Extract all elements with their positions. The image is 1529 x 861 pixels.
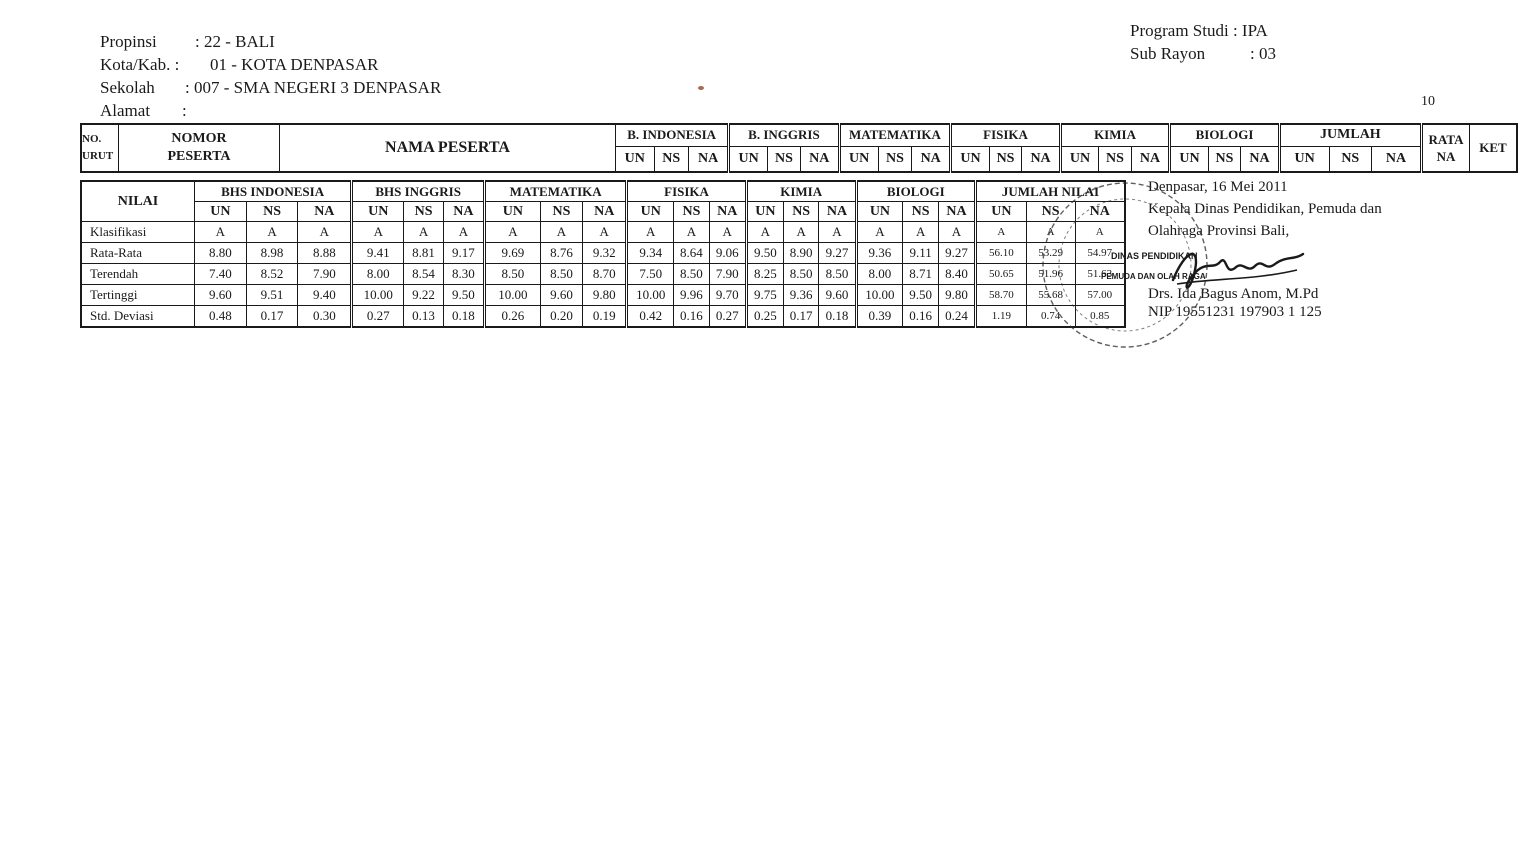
stat-cell: 53.29 — [1026, 243, 1075, 264]
stat-cell: 0.17 — [246, 306, 298, 328]
t2-subcol-3-2: NA — [709, 202, 746, 222]
stat-cell: 8.71 — [903, 264, 939, 285]
rata-na-header — [1422, 124, 1470, 172]
stat-cell: 8.76 — [540, 243, 582, 264]
t1-fis-un: UN — [951, 146, 989, 172]
t2-subcol-4-2: NA — [819, 202, 856, 222]
stat-row-label: Terendah — [81, 264, 195, 285]
stat-cell: 7.90 — [298, 264, 352, 285]
stat-cell: 1.19 — [976, 306, 1027, 328]
stat-cell: 9.70 — [709, 285, 746, 306]
stat-cell: 0.18 — [443, 306, 484, 328]
stat-cell: 9.27 — [938, 243, 975, 264]
ket-header: KET — [1470, 124, 1518, 172]
no-urut-line2: URUT — [82, 149, 114, 162]
stat-cell: 57.00 — [1075, 285, 1125, 306]
stat-cell: 8.50 — [819, 264, 856, 285]
stat-cell: 0.30 — [298, 306, 352, 328]
stat-cell: 9.50 — [443, 285, 484, 306]
stamp-inner-line2: PEMUDA DAN OLAH RAGA — [1101, 272, 1206, 281]
t1-fis-na: NA — [1022, 146, 1060, 172]
subject-kimia: KIMIA — [1060, 124, 1169, 146]
t1-mat-ns: NS — [878, 146, 911, 172]
t1-mat-na: NA — [912, 146, 951, 172]
t1-bi-un: UN — [616, 146, 655, 172]
stat-row-label: Klasifikasi — [81, 222, 195, 243]
stat-cell: 0.16 — [903, 306, 939, 328]
t2-subcolumn-row — [81, 202, 1125, 222]
t2-subcol-5-0: UN — [856, 202, 903, 222]
stat-cell: 8.54 — [404, 264, 444, 285]
scan-speck — [698, 86, 704, 90]
t2-subcol-2-0: UN — [485, 202, 541, 222]
stat-cell: 9.50 — [903, 285, 939, 306]
stat-cell: 0.48 — [195, 306, 247, 328]
subject-b-indonesia: B. INDONESIA — [616, 124, 729, 146]
stat-cell: 10.00 — [352, 285, 404, 306]
stat-cell: A — [627, 222, 674, 243]
stat-cell: A — [298, 222, 352, 243]
stat-cell: 9.17 — [443, 243, 484, 264]
stat-cell: 0.42 — [627, 306, 674, 328]
alamat-label: Alamat — [100, 101, 151, 120]
stat-cell: A — [443, 222, 484, 243]
sig-nip: NIP 19551231 197903 1 125 — [1148, 304, 1322, 320]
stat-cell: 8.81 — [404, 243, 444, 264]
t2-subject-bhs-indonesia: BHS INDONESIA — [195, 181, 352, 202]
stat-cell: 8.52 — [246, 264, 298, 285]
stat-cell: 55.68 — [1026, 285, 1075, 306]
stat-cell: 9.36 — [856, 243, 903, 264]
t1-jml-un: UN — [1279, 146, 1329, 172]
stat-cell: 9.22 — [404, 285, 444, 306]
stat-cell: 0.85 — [1075, 306, 1125, 328]
t2-subcol-4-1: NS — [783, 202, 819, 222]
sekolah-label: Sekolah — [100, 78, 155, 97]
nama-peserta-header: NAMA PESERTA — [280, 124, 616, 172]
subject-matematika: MATEMATIKA — [839, 124, 951, 146]
stat-row — [81, 264, 1125, 285]
stat-cell: 8.40 — [938, 264, 975, 285]
t1-kim-na: NA — [1131, 146, 1169, 172]
sekolah-row — [100, 76, 441, 99]
stat-cell: 0.39 — [856, 306, 903, 328]
stat-cell: 9.60 — [819, 285, 856, 306]
stat-cell: 51.63 — [1075, 264, 1125, 285]
stat-cell: 9.32 — [583, 243, 627, 264]
stat-cell: A — [783, 222, 819, 243]
stat-cell: 9.27 — [819, 243, 856, 264]
stat-row-label: Tertinggi — [81, 285, 195, 306]
sub-rayon-value: : 03 — [1250, 44, 1276, 63]
sig-place-date: Denpasar, 16 Mei 2011 — [1148, 179, 1288, 195]
stat-cell: 9.80 — [938, 285, 975, 306]
stat-cell: 9.06 — [709, 243, 746, 264]
stat-cell: 8.00 — [856, 264, 903, 285]
stat-cell: 8.64 — [674, 243, 710, 264]
t2-subject-matematika: MATEMATIKA — [485, 181, 627, 202]
stat-cell: 0.24 — [938, 306, 975, 328]
stat-cell: 9.60 — [540, 285, 582, 306]
stat-cell: A — [938, 222, 975, 243]
t2-subcol-6-2: NA — [1075, 202, 1125, 222]
stat-cell: 9.69 — [485, 243, 541, 264]
stat-cell: A — [583, 222, 627, 243]
t1-bing-ns: NS — [767, 146, 800, 172]
stat-cell: 0.17 — [783, 306, 819, 328]
stat-cell: A — [674, 222, 710, 243]
propinsi-value: : 22 - BALI — [195, 32, 275, 51]
stat-cell: 0.27 — [709, 306, 746, 328]
propinsi-row — [100, 30, 441, 53]
propinsi-label: Propinsi — [100, 32, 157, 51]
stat-cell: 0.16 — [674, 306, 710, 328]
sig-title-line2: Olahraga Provinsi Bali, — [1148, 223, 1290, 239]
stat-cell: A — [746, 222, 783, 243]
stat-cell: A — [856, 222, 903, 243]
stat-cell: 8.30 — [443, 264, 484, 285]
stat-cell: 0.13 — [404, 306, 444, 328]
stat-cell: 54.97 — [1075, 243, 1125, 264]
stat-row-label: Std. Deviasi — [81, 306, 195, 328]
stat-row-label: Rata-Rata — [81, 243, 195, 264]
t2-subcol-2-2: NA — [583, 202, 627, 222]
stat-cell: 9.11 — [903, 243, 939, 264]
page-number: 10 — [1421, 94, 1435, 109]
stat-cell: 10.00 — [485, 285, 541, 306]
nomor-peserta-header — [119, 124, 280, 172]
stat-cell: 0.18 — [819, 306, 856, 328]
stat-cell: 8.98 — [246, 243, 298, 264]
stat-cell: 0.27 — [352, 306, 404, 328]
stat-cell: 7.90 — [709, 264, 746, 285]
stat-cell: 10.00 — [856, 285, 903, 306]
stat-row — [81, 306, 1125, 328]
t2-body — [81, 222, 1125, 328]
sub-rayon-row — [1130, 42, 1276, 65]
stat-cell: 9.40 — [298, 285, 352, 306]
stat-cell: A — [195, 222, 247, 243]
participant-header-table — [80, 123, 1518, 173]
t1-bio-na: NA — [1241, 146, 1279, 172]
stat-cell: 9.96 — [674, 285, 710, 306]
stat-cell: 9.50 — [746, 243, 783, 264]
t1-kim-ns: NS — [1099, 146, 1132, 172]
nomor-peserta-line2: PESERTA — [167, 148, 231, 164]
stat-cell: 9.41 — [352, 243, 404, 264]
summary-statistics-table — [80, 180, 1126, 328]
stat-cell: 8.88 — [298, 243, 352, 264]
t1-bio-un: UN — [1170, 146, 1208, 172]
rata-line2: NA — [1436, 148, 1456, 164]
stat-cell: 8.70 — [583, 264, 627, 285]
stat-cell: 8.50 — [674, 264, 710, 285]
header-left — [100, 30, 441, 122]
stat-cell: 8.90 — [783, 243, 819, 264]
t1-bi-ns: NS — [654, 146, 688, 172]
t2-subject-bhs-inggris: BHS INGGRIS — [352, 181, 485, 202]
stat-cell: A — [976, 222, 1027, 243]
stat-cell: 8.00 — [352, 264, 404, 285]
stat-cell: 9.75 — [746, 285, 783, 306]
nilai-header: NILAI — [81, 181, 195, 222]
subject-b-inggris: B. INGGRIS — [729, 124, 839, 146]
t2-subcol-5-1: NS — [903, 202, 939, 222]
t2-subcol-6-1: NS — [1026, 202, 1075, 222]
t2-subcol-0-2: NA — [298, 202, 352, 222]
stat-cell: 8.25 — [746, 264, 783, 285]
stat-cell: 8.50 — [783, 264, 819, 285]
header-right — [1130, 19, 1276, 65]
t2-subcol-0-1: NS — [246, 202, 298, 222]
t1-jml-ns: NS — [1329, 146, 1371, 172]
stat-cell: A — [1026, 222, 1075, 243]
sig-name: Drs. Ida Bagus Anom, M.Pd — [1148, 286, 1319, 302]
stat-cell: A — [819, 222, 856, 243]
sekolah-value: : 007 - SMA NEGERI 3 DENPASAR — [185, 78, 442, 97]
t2-subcol-0-0: UN — [195, 202, 247, 222]
t1-bi-na: NA — [688, 146, 728, 172]
program-studi: Program Studi : IPA — [1130, 21, 1268, 40]
stamp-inner-line1: DINAS PENDIDIKAN — [1111, 251, 1198, 261]
stat-cell: 9.34 — [627, 243, 674, 264]
subject-fisika: FISIKA — [951, 124, 1060, 146]
t1-bio-ns: NS — [1208, 146, 1241, 172]
t2-subcol-4-0: UN — [746, 202, 783, 222]
stat-cell: A — [404, 222, 444, 243]
stat-cell: A — [246, 222, 298, 243]
t1-fis-ns: NS — [989, 146, 1022, 172]
stat-cell: A — [352, 222, 404, 243]
stat-cell: 10.00 — [627, 285, 674, 306]
stat-cell: 9.51 — [246, 285, 298, 306]
t1-jml-na: NA — [1371, 146, 1421, 172]
stat-cell: 8.50 — [540, 264, 582, 285]
stat-cell: A — [1075, 222, 1125, 243]
t2-subject-biologi: BIOLOGI — [856, 181, 975, 202]
t2-subcol-5-2: NA — [938, 202, 975, 222]
kota-label: Kota/Kab. : — [100, 55, 180, 74]
no-urut-header — [81, 124, 119, 172]
stat-cell: 8.80 — [195, 243, 247, 264]
stat-cell: 9.60 — [195, 285, 247, 306]
stat-cell: A — [903, 222, 939, 243]
stat-row — [81, 243, 1125, 264]
t1-mat-un: UN — [839, 146, 878, 172]
stat-row — [81, 285, 1125, 306]
alamat-row — [100, 99, 441, 122]
stat-cell: 9.80 — [583, 285, 627, 306]
stat-cell: A — [485, 222, 541, 243]
stat-cell: 0.25 — [746, 306, 783, 328]
subject-biologi: BIOLOGI — [1170, 124, 1279, 146]
stat-cell: 8.50 — [485, 264, 541, 285]
nomor-peserta-line1: NOMOR — [171, 130, 227, 146]
stat-cell: 51.96 — [1026, 264, 1075, 285]
stat-cell: 56.10 — [976, 243, 1027, 264]
sig-title-line1: Kepala Dinas Pendidikan, Pemuda dan — [1148, 201, 1382, 217]
t2-subject-kimia: KIMIA — [746, 181, 856, 202]
no-urut-line1: NO. — [82, 132, 102, 145]
t2-subcol-6-0: UN — [976, 202, 1027, 222]
alamat-value: : — [182, 101, 187, 120]
stat-cell: 7.40 — [195, 264, 247, 285]
subject-jumlah: JUMLAH — [1279, 124, 1421, 146]
stat-cell: 0.20 — [540, 306, 582, 328]
kota-value: 01 - KOTA DENPASAR — [210, 55, 379, 74]
stat-cell: 0.19 — [583, 306, 627, 328]
stat-cell: A — [709, 222, 746, 243]
t2-subcol-1-2: NA — [443, 202, 484, 222]
rata-line1: RATA — [1428, 131, 1464, 147]
stat-cell: 0.74 — [1026, 306, 1075, 328]
t1-bing-na: NA — [800, 146, 839, 172]
stat-cell: 58.70 — [976, 285, 1027, 306]
stat-row — [81, 222, 1125, 243]
t2-subcol-1-1: NS — [404, 202, 444, 222]
stat-cell: 50.65 — [976, 264, 1027, 285]
t2-subcol-3-1: NS — [674, 202, 710, 222]
t2-subcol-1-0: UN — [352, 202, 404, 222]
stat-cell: 9.36 — [783, 285, 819, 306]
stat-cell: 7.50 — [627, 264, 674, 285]
t2-subject-fisika: FISIKA — [627, 181, 746, 202]
t2-subcol-2-1: NS — [540, 202, 582, 222]
t2-subject-jumlah-nilai: JUMLAH NILAI — [976, 181, 1126, 202]
kota-row — [100, 53, 441, 76]
stat-cell: 0.26 — [485, 306, 541, 328]
stat-cell: A — [540, 222, 582, 243]
sub-rayon-label: Sub Rayon — [1130, 44, 1206, 63]
t1-kim-un: UN — [1060, 146, 1098, 172]
t2-subcol-3-0: UN — [627, 202, 674, 222]
t1-bing-un: UN — [729, 146, 768, 172]
